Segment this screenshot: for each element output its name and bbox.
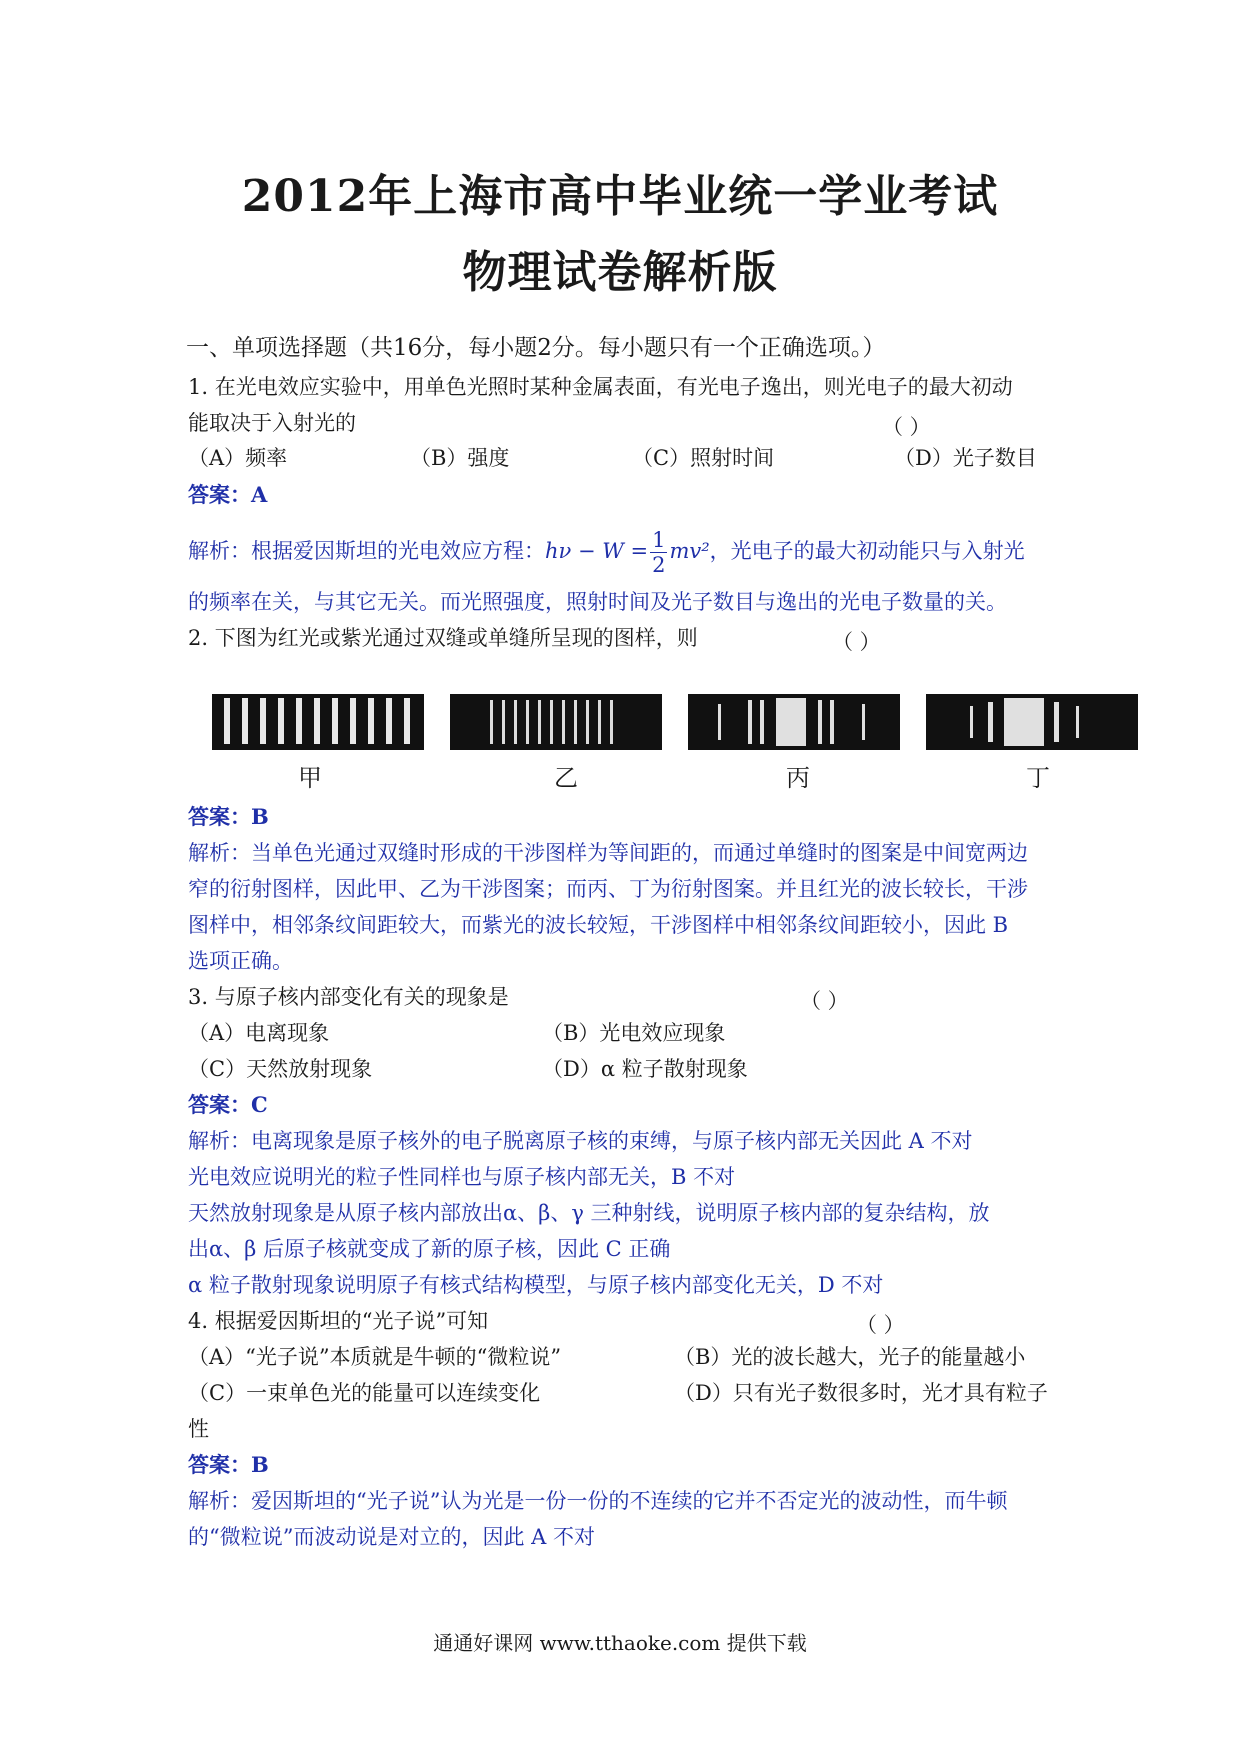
q1-stem-line2: 能取决于入射光的 bbox=[188, 411, 356, 435]
q1-fraction-numerator: 1 bbox=[652, 528, 666, 552]
q1-option-a: （A）频率 bbox=[188, 446, 288, 470]
fringe-pattern-yi bbox=[450, 694, 662, 750]
fringe-pattern-bing bbox=[688, 694, 900, 750]
q3-option-c: （C）天然放射现象 bbox=[188, 1057, 373, 1081]
q2-analysis-line2: 窄的衍射图样，因此甲、乙为干涉图案；而丙、丁为衍射图案。并且红光的波长较长，干涉 bbox=[188, 877, 1028, 901]
q3-answer: 答案：C bbox=[188, 1092, 268, 1117]
q1-option-d: （D）光子数目 bbox=[894, 446, 1037, 470]
q3-option-d: （D）α 粒子散射现象 bbox=[542, 1057, 748, 1081]
q3-option-b: （B）光电效应现象 bbox=[542, 1021, 726, 1045]
q2-stem: 2. 下图为红光或紫光通过双缝或单缝所呈现的图样，则 bbox=[188, 626, 698, 650]
section-header: 一、单项选择题（共16分，每小题2分。每小题只有一个正确选项。） bbox=[186, 335, 886, 361]
fringe-pattern-ding bbox=[926, 694, 1138, 750]
q3-option-a: （A）电离现象 bbox=[188, 1021, 330, 1045]
q1-analysis-prefix: 解析：根据爱因斯坦的光电效应方程： bbox=[188, 539, 545, 563]
figure-label-jia: 甲 bbox=[298, 764, 322, 792]
fringe-pattern-jia bbox=[212, 694, 424, 750]
q4-answer: 答案：B bbox=[188, 1452, 269, 1477]
q1-formula-left: hν − W = bbox=[545, 539, 649, 563]
q4-option-a: （A）“光子说”本质就是牛顿的“微粒说” bbox=[188, 1345, 562, 1369]
q1-stem-line1: 1. 在光电效应实验中，用单色光照时某种金属表面，有光电子逸出，则光电子的最大初动 bbox=[188, 375, 1013, 399]
q3-stem: 3. 与原子核内部变化有关的现象是 bbox=[188, 985, 509, 1009]
q3-analysis-line1: 解析：电离现象是原子核外的电子脱离原子核的束缚，与原子核内部无关因此 A 不对 bbox=[188, 1129, 973, 1153]
q1-option-c: （C）照射时间 bbox=[632, 446, 775, 470]
q3-analysis-line2: 光电效应说明光的粒子性同样也与原子核内部无关，B 不对 bbox=[188, 1165, 736, 1189]
q3-analysis-line4: 出α、β 后原子核就变成了新的原子核，因此 C 正确 bbox=[188, 1237, 671, 1261]
q4-stem: 4. 根据爱因斯坦的“光子说”可知 bbox=[188, 1309, 489, 1333]
q4-option-b: （B）光的波长越大，光子的能量越小 bbox=[674, 1345, 1026, 1369]
q1-fraction-denominator: 2 bbox=[652, 553, 666, 577]
q1-formula-right: mv² bbox=[669, 539, 710, 563]
page-subtitle: 物理试卷解析版 bbox=[462, 247, 778, 298]
q4-option-c: （C）一束单色光的能量可以连续变化 bbox=[188, 1381, 541, 1405]
figure-label-yi: 乙 bbox=[554, 764, 578, 792]
q3-analysis-line5: α 粒子散射现象说明原子有核式结构模型，与原子核内部变化无关，D 不对 bbox=[188, 1273, 884, 1297]
q2-analysis-line1: 解析：当单色光通过双缝时形成的干涉图样为等间距的，而通过单缝时的图案是中间宽两边 bbox=[188, 841, 1028, 865]
q2-analysis-line4: 选项正确。 bbox=[188, 949, 293, 973]
q4-answer-blank: （ ） bbox=[856, 1313, 905, 1337]
q3-analysis-line3: 天然放射现象是从原子核内部放出α、β、γ 三种射线，说明原子核内部的复杂结构，放 bbox=[188, 1201, 990, 1225]
q4-option-d: （D）只有光子数很多时，光才具有粒子 bbox=[674, 1381, 1048, 1405]
q1-formula-fraction bbox=[650, 528, 667, 577]
q4-analysis-line2: 的“微粒说”而波动说是对立的，因此 A 不对 bbox=[188, 1525, 595, 1549]
q2-answer-blank: （ ） bbox=[832, 630, 881, 654]
page-title: 2012年上海市高中毕业统一学业考试 bbox=[241, 171, 999, 222]
q1-answer: 答案：A bbox=[188, 482, 268, 507]
q1-option-b: （B）强度 bbox=[410, 446, 510, 470]
q1-analysis-line1 bbox=[188, 528, 1025, 577]
q1-analysis-line2: 的频率在关，与其它无关。而光照强度，照射时间及光子数目与逸出的光电子数量的关。 bbox=[188, 590, 1007, 614]
q1-analysis-suffix: ，光电子的最大初动能只与入射光 bbox=[709, 539, 1025, 563]
page-footer: 通通好课网 www.tthaoke.com 提供下载 bbox=[433, 1631, 807, 1655]
q2-analysis-line3: 图样中，相邻条纹间距较大，而紫光的波长较短，干涉图样中相邻条纹间距较小，因此 B bbox=[188, 913, 1009, 937]
q4-option-d-continuation: 性 bbox=[188, 1417, 209, 1441]
q4-analysis-line1: 解析：爱因斯坦的“光子说”认为光是一份一份的不连续的它并不否定光的波动性，而牛顿 bbox=[188, 1489, 1008, 1513]
figure-label-bing: 丙 bbox=[786, 764, 810, 792]
q1-answer-blank: （ ） bbox=[882, 415, 931, 439]
q3-answer-blank: （ ） bbox=[800, 989, 849, 1013]
figure-label-ding: 丁 bbox=[1026, 764, 1050, 792]
q2-answer: 答案：B bbox=[188, 804, 269, 829]
